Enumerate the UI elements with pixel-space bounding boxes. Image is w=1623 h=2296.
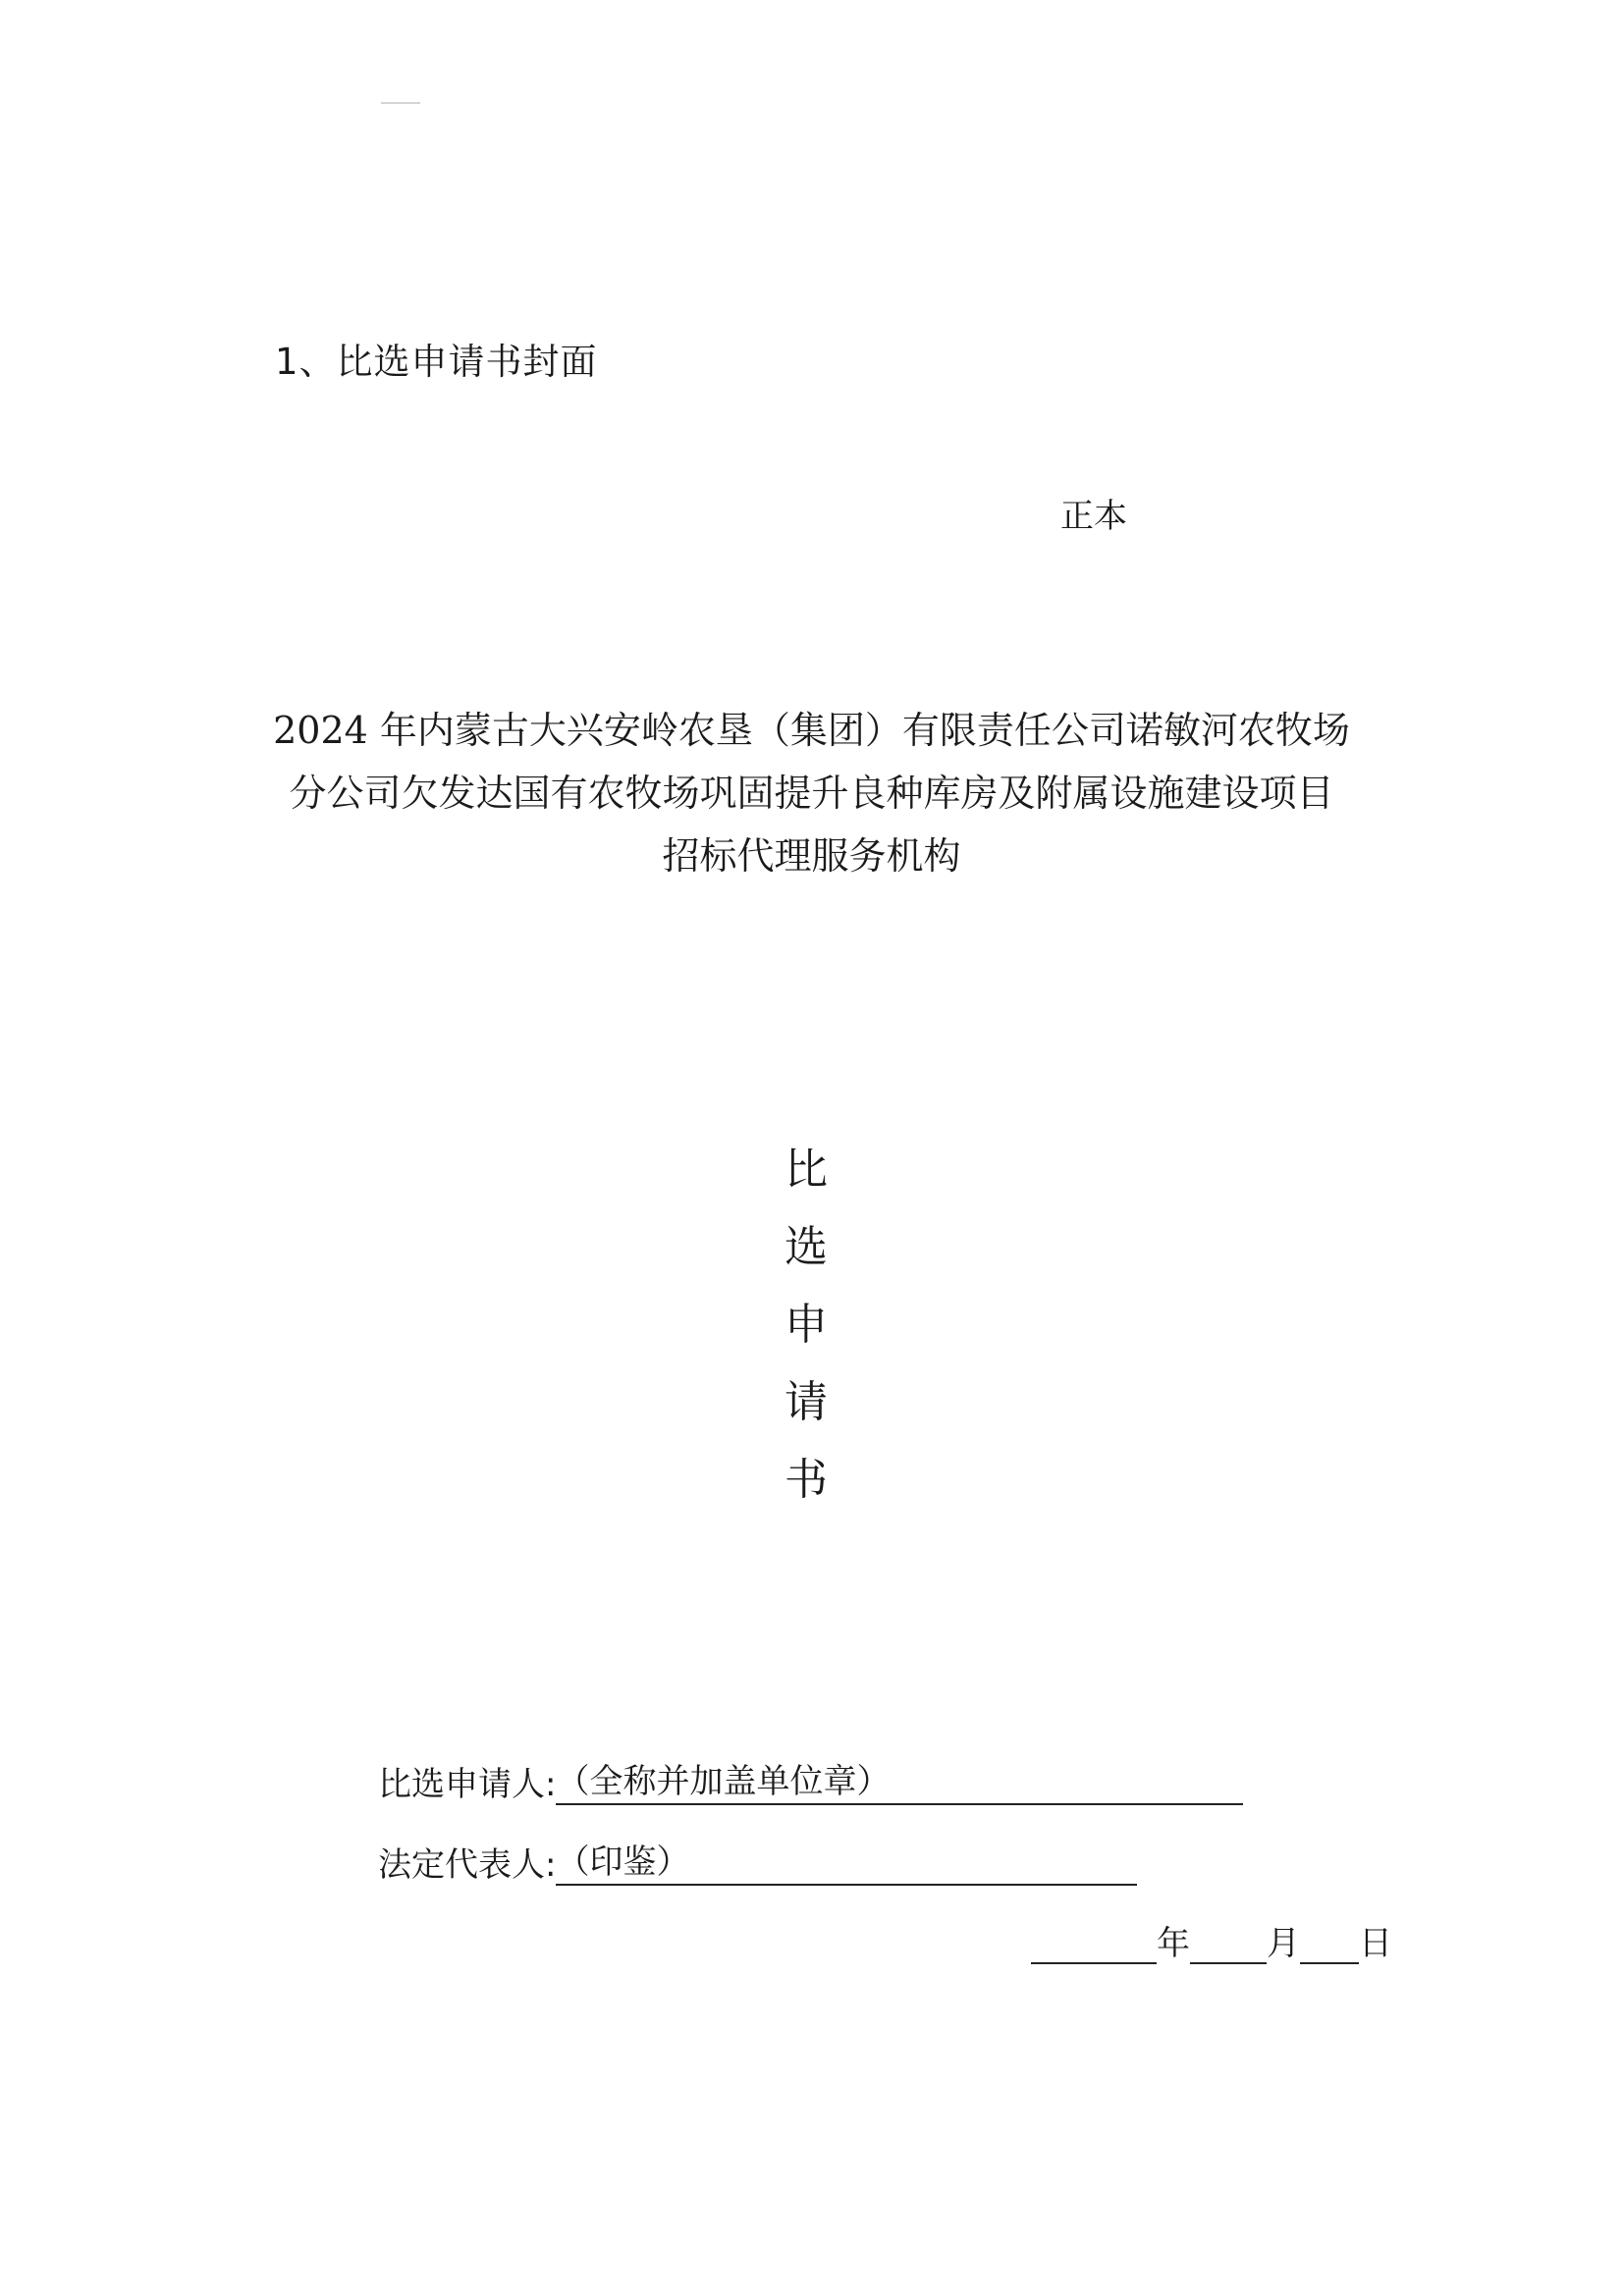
original-copy-mark: 正本: [1060, 497, 1127, 536]
month-label: 月: [1267, 1924, 1300, 1963]
title-char: 请: [784, 1377, 828, 1427]
day-blank: [1300, 1923, 1359, 1964]
section-heading: 1、比选申请书封面: [275, 341, 598, 383]
scan-speck: [381, 102, 420, 104]
date-line: [1031, 1916, 1392, 1964]
document-title-vertical: [772, 1131, 840, 1519]
applicant-value: （全称并加盖单位章）: [556, 1762, 1243, 1805]
year-label: 年: [1157, 1924, 1190, 1963]
month-blank: [1190, 1923, 1267, 1964]
title-char: 比: [784, 1145, 828, 1195]
title-char: 选: [784, 1222, 828, 1272]
legal-rep-value: （印鉴）: [556, 1842, 1137, 1886]
legal-representative-field: [378, 1838, 1137, 1886]
title-char: 书: [784, 1455, 828, 1505]
year-blank: [1031, 1923, 1157, 1964]
project-title-line-2: 分公司欠发达国有农牧场巩固提升良种库房及附属设施建设项目: [289, 772, 1334, 815]
title-char: 申: [784, 1300, 828, 1350]
project-title: [196, 699, 1427, 887]
applicant-field: [378, 1757, 1243, 1805]
applicant-label: 比选申请人:: [378, 1765, 557, 1804]
project-title-line-3: 招标代理服务机构: [662, 834, 961, 878]
day-label: 日: [1359, 1924, 1392, 1963]
project-title-line-1: 2024 年内蒙古大兴安岭农垦（集团）有限责任公司诺敏河农牧场: [273, 709, 1350, 752]
legal-rep-label: 法定代表人:: [378, 1845, 557, 1885]
